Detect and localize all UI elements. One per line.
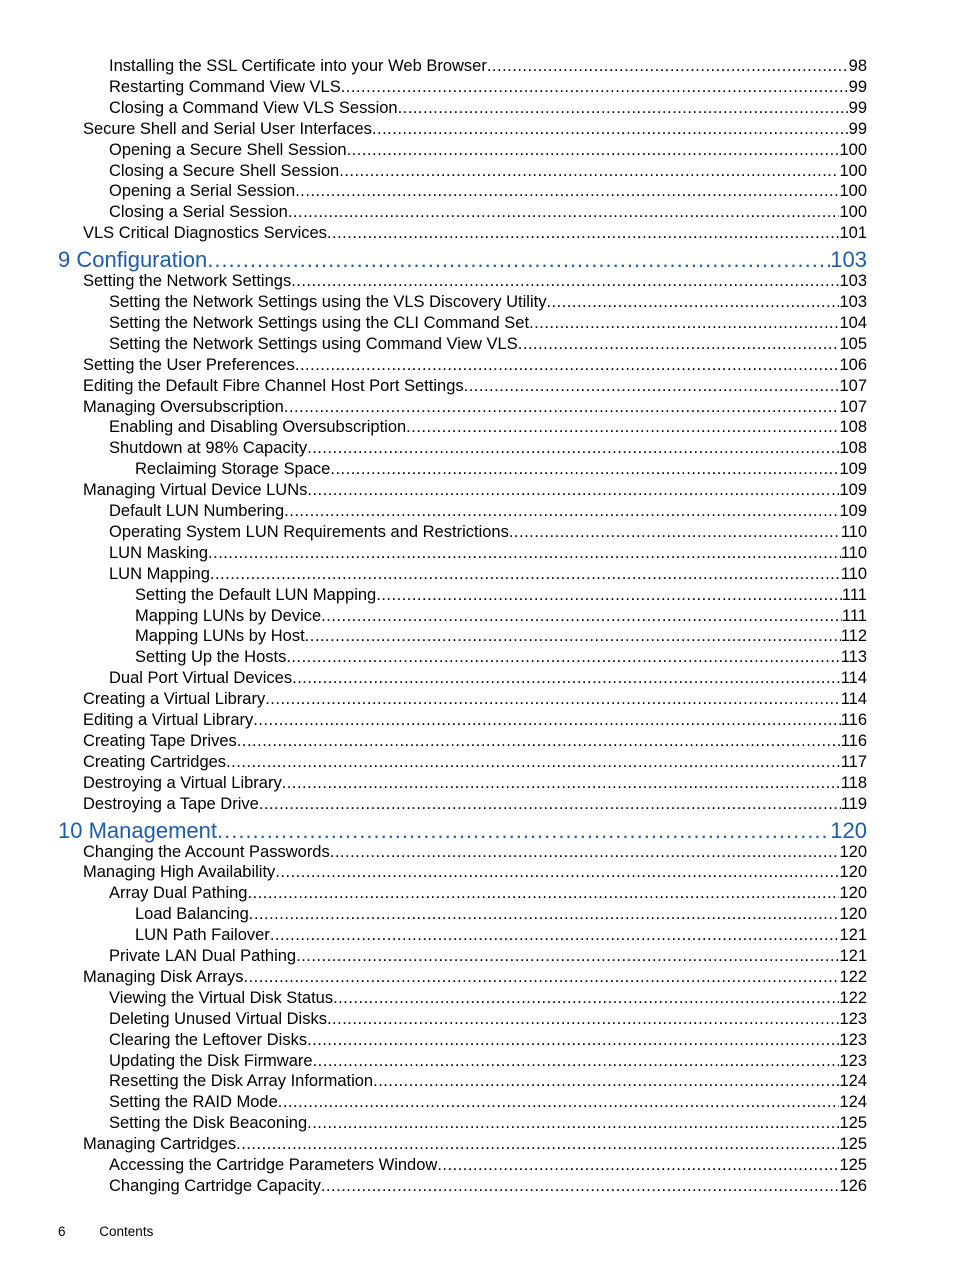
toc-entry-page-number: 100	[839, 161, 867, 180]
toc-entry[interactable]	[135, 925, 867, 945]
toc-leader-dots	[296, 946, 839, 966]
toc-entry-page-number: 122	[839, 967, 867, 986]
toc-leader-dots	[291, 271, 839, 291]
toc-entry[interactable]	[83, 773, 867, 793]
toc-chapter-entry[interactable]	[58, 247, 867, 273]
toc-entry-title: Resetting the Disk Array Information	[109, 1072, 374, 1091]
page-footer	[58, 1223, 183, 1241]
toc-entry-title: Restarting Command View VLS	[109, 77, 341, 96]
toc-entry[interactable]	[109, 946, 867, 966]
toc-entry-title: Setting the Network Settings	[83, 272, 292, 291]
toc-leader-dots	[243, 967, 839, 987]
toc-entry[interactable]	[83, 223, 867, 243]
toc-entry-page-number: 110	[840, 522, 867, 541]
toc-entry[interactable]	[109, 1092, 867, 1112]
toc-entry-title: Setting the Network Settings using the VLS Discovery Utility	[109, 293, 547, 311]
toc-entry[interactable]	[109, 161, 867, 181]
toc-entry-page-number: 123	[839, 1030, 867, 1049]
toc-entry-title: Load Balancing	[135, 905, 249, 924]
toc-entry-title: Setting the Disk Beaconing	[109, 1114, 308, 1133]
toc-entry-title: Shutdown at 98% Capacity	[109, 439, 308, 458]
toc-entry-title: Viewing the Virtual Disk Status	[109, 988, 334, 1007]
toc-leader-dots	[210, 564, 841, 584]
footer-section-label: Contents	[99, 1224, 154, 1239]
toc-entry[interactable]	[109, 1113, 867, 1133]
toc-entry[interactable]	[109, 202, 867, 222]
toc-entry-title: Creating Tape Drives	[83, 731, 237, 750]
toc-entry-title: Closing a Serial Session	[109, 203, 288, 222]
toc-entry-page-number: 121	[839, 926, 867, 945]
toc-entry-title: Destroying a Virtual Library	[83, 773, 282, 792]
toc-entry[interactable]	[109, 543, 867, 563]
toc-entry-page-number: 106	[839, 355, 867, 374]
toc-leader-dots	[278, 1092, 840, 1112]
toc-entry-page-number: 107	[839, 376, 867, 395]
toc-leader-dots	[307, 438, 839, 458]
toc-entry-page-number: 125	[839, 1156, 867, 1174]
toc-entry-title: Setting the Default LUN Mapping	[135, 585, 377, 604]
toc-leader-dots	[529, 313, 839, 333]
toc-entry-title: Deleting Unused Virtual Disks	[109, 1009, 327, 1028]
toc-entry[interactable]	[109, 883, 867, 903]
toc-entry-page-number: 124	[839, 1072, 867, 1091]
toc-entry-title: Updating the Disk Firmware	[109, 1051, 313, 1070]
toc-entry-page-number: 103	[839, 293, 867, 311]
toc-entry-title: Changing Cartridge Capacity	[109, 1176, 321, 1195]
toc-leader-dots	[270, 925, 840, 945]
footer-page-number: 6	[58, 1224, 66, 1239]
toc-entry-page-number: 119	[840, 794, 867, 813]
toc-entry[interactable]	[83, 376, 867, 396]
toc-entry-page-number: 99	[848, 77, 867, 96]
toc-entry-title: LUN Path Failover	[135, 926, 270, 945]
toc-entry[interactable]	[83, 752, 867, 772]
toc-entry[interactable]	[135, 606, 867, 626]
toc-leader-dots	[347, 140, 840, 160]
toc-leader-dots	[398, 98, 849, 118]
toc-leader-dots	[217, 818, 830, 844]
toc-leader-dots	[292, 668, 841, 688]
toc-entry-title: Accessing the Cartridge Parameters Window	[109, 1156, 438, 1174]
toc-leader-dots	[321, 606, 842, 626]
toc-entry[interactable]	[109, 292, 867, 312]
toc-leader-dots	[406, 417, 839, 437]
toc-entry-title: Default LUN Numbering	[109, 502, 285, 520]
toc-entry[interactable]	[109, 438, 867, 458]
toc-entry-title: Setting the User Preferences	[83, 355, 295, 374]
toc-entry[interactable]	[135, 647, 867, 667]
toc-entry-title: Opening a Serial Session	[109, 182, 296, 201]
toc-entry-page-number: 113	[840, 648, 867, 667]
toc-leader-dots	[284, 397, 840, 417]
toc-entry-page-number: 99	[848, 98, 867, 117]
toc-entry[interactable]	[109, 1176, 867, 1196]
toc-leader-dots	[236, 1134, 839, 1154]
toc-entry-title: Setting Up the Hosts	[135, 648, 287, 667]
toc-entry-title: Mapping LUNs by Host	[135, 627, 305, 646]
toc-leader-dots	[330, 842, 840, 862]
toc-entry[interactable]	[109, 98, 867, 118]
toc-entry-page-number: 120	[830, 817, 867, 843]
toc-entry-page-number: 125	[839, 1114, 867, 1133]
toc-entry-title: Setting the Network Settings using the CLI Command Set	[109, 313, 530, 332]
toc-entry-page-number: 123	[839, 1051, 867, 1070]
toc-leader-dots	[282, 773, 841, 793]
toc-leader-dots	[284, 501, 839, 521]
toc-entry[interactable]	[109, 1155, 867, 1175]
toc-entry[interactable]	[83, 731, 867, 751]
toc-entry[interactable]	[109, 988, 867, 1008]
toc-entry[interactable]	[83, 355, 867, 375]
toc-entry[interactable]	[83, 710, 867, 730]
toc-leader-dots	[487, 56, 849, 76]
toc-leader-dots	[509, 522, 841, 542]
toc-entry-title: LUN Mapping	[109, 564, 210, 583]
toc-entry[interactable]	[83, 271, 867, 291]
toc-entry[interactable]	[135, 626, 867, 646]
toc-entry-page-number: 109	[839, 460, 867, 479]
toc-entry-page-number: 116	[840, 731, 867, 750]
toc-entry-page-number: 98	[848, 57, 867, 75]
toc-entry[interactable]	[83, 1134, 867, 1154]
toc-entry-page-number: 111	[841, 606, 867, 625]
toc-entry[interactable]	[135, 585, 867, 605]
toc-leader-dots	[237, 731, 841, 751]
toc-entry-page-number: 125	[839, 1135, 867, 1154]
toc-entry-title: Managing High Availability	[83, 863, 276, 882]
toc-entry-page-number: 121	[839, 947, 867, 965]
toc-entry-title: Enabling and Disabling Oversubscription	[109, 418, 407, 437]
toc-entry-title: Reclaiming Storage Space	[135, 460, 331, 479]
toc-leader-dots	[248, 883, 840, 903]
toc-entry[interactable]	[83, 842, 867, 862]
toc-entry[interactable]	[83, 689, 867, 709]
toc-leader-dots	[339, 161, 839, 181]
toc-entry[interactable]	[109, 522, 867, 542]
toc-entry[interactable]	[109, 1009, 867, 1029]
toc-leader-dots	[226, 752, 841, 772]
toc-entry[interactable]	[83, 862, 867, 882]
toc-entry-page-number: 117	[840, 752, 867, 771]
toc-entry-page-number: 103	[830, 247, 867, 273]
toc-entry-title: Creating Cartridges	[83, 752, 227, 771]
toc-entry-title: Closing a Command View VLS Session	[109, 98, 398, 117]
toc-entry-page-number: 120	[839, 842, 867, 861]
toc-leader-dots	[464, 376, 840, 396]
toc-leader-dots	[372, 119, 849, 139]
toc-entry[interactable]	[83, 480, 867, 500]
toc-leader-dots	[307, 1030, 839, 1050]
toc-leader-dots	[249, 904, 840, 924]
toc-entry-page-number: 126	[839, 1176, 867, 1195]
toc-entry-title: Managing Disk Arrays	[83, 967, 244, 986]
toc-leader-dots	[327, 1009, 840, 1029]
toc-entry-page-number: 114	[840, 669, 867, 688]
toc-entry-page-number: 124	[839, 1093, 867, 1112]
toc-entry[interactable]	[109, 313, 867, 333]
toc-entry-title: VLS Critical Diagnostics Services	[83, 224, 327, 243]
toc-leader-dots	[321, 1176, 840, 1196]
toc-entry[interactable]	[109, 77, 867, 97]
toc-entry[interactable]	[109, 140, 867, 160]
toc-entry[interactable]	[83, 967, 867, 987]
toc-entry-title: Setting the Network Settings using Command View VLS	[109, 334, 518, 353]
toc-entry-title: Clearing the Leftover Disks	[109, 1030, 308, 1049]
toc-entry-page-number: 111	[841, 585, 867, 604]
toc-entry-page-number: 100	[839, 203, 867, 222]
toc-entry-page-number: 122	[839, 988, 867, 1007]
toc-entry-title: Closing a Secure Shell Session	[109, 161, 340, 180]
toc-leader-dots	[327, 223, 840, 243]
toc-entry-title: 10 Management	[58, 817, 217, 843]
toc-entry[interactable]	[109, 668, 867, 688]
toc-leader-dots	[207, 247, 830, 273]
toc-entry[interactable]	[109, 334, 867, 354]
toc-entry-title: Destroying a Tape Drive	[83, 794, 259, 813]
toc-leader-dots	[437, 1155, 839, 1175]
toc-leader-dots	[275, 862, 839, 882]
toc-leader-dots	[341, 77, 849, 97]
toc-entry[interactable]	[135, 459, 867, 479]
toc-entry-page-number: 100	[839, 140, 867, 159]
toc-entry[interactable]	[83, 397, 867, 417]
toc-entry-page-number: 109	[839, 481, 867, 500]
toc-entry-page-number: 99	[848, 119, 867, 138]
toc-entry-page-number: 110	[840, 564, 867, 583]
toc-leader-dots	[265, 689, 840, 709]
toc-entry-title: Changing the Account Passwords	[83, 842, 330, 861]
toc-entry-title: Secure Shell and Serial User Interfaces	[83, 119, 372, 138]
toc-entry-title: Operating System LUN Requirements and Restrictions	[109, 522, 509, 541]
toc-leader-dots	[288, 202, 840, 222]
toc-entry[interactable]	[109, 417, 867, 437]
toc-entry-page-number: 120	[839, 863, 867, 882]
toc-entry-page-number: 105	[839, 334, 867, 353]
toc-leader-dots	[208, 543, 841, 563]
toc-leader-dots	[305, 626, 841, 646]
toc-entry-title: Editing a Virtual Library	[83, 711, 254, 729]
toc-entry-page-number: 112	[840, 627, 867, 646]
toc-entry-title: Array Dual Pathing	[109, 884, 248, 903]
toc-entry[interactable]	[83, 119, 867, 139]
toc-leader-dots	[518, 334, 840, 354]
toc-entry-title: Editing the Default Fibre Channel Host Port Settings	[83, 376, 464, 395]
toc-leader-dots	[253, 710, 840, 730]
toc-leader-dots	[376, 585, 842, 605]
toc-entry-title: Private LAN Dual Pathing	[109, 947, 297, 965]
toc-entry-page-number: 118	[840, 773, 867, 792]
toc-entry-page-number: 110	[840, 543, 867, 562]
toc-leader-dots	[259, 794, 841, 814]
toc-entry-page-number: 100	[839, 182, 867, 201]
toc-entry-page-number: 123	[839, 1009, 867, 1028]
toc-entry-title: 9 Configuration	[58, 247, 208, 273]
toc-entry-title: Managing Virtual Device LUNs	[83, 481, 308, 500]
toc-entry-page-number: 114	[840, 690, 867, 709]
toc-entry-title: Creating a Virtual Library	[83, 690, 266, 709]
toc-entry[interactable]	[109, 501, 867, 521]
toc-entry-page-number: 108	[839, 439, 867, 458]
toc-entry[interactable]	[83, 794, 867, 814]
toc-entry-title: Managing Oversubscription	[83, 397, 284, 416]
toc-entry-page-number: 101	[839, 224, 867, 243]
toc-entry-page-number: 103	[839, 272, 867, 291]
toc-entry[interactable]	[109, 181, 867, 201]
toc-entry-title: Installing the SSL Certificate into your Web Browser	[109, 57, 487, 75]
toc-entry[interactable]	[109, 56, 867, 76]
toc-entry[interactable]	[109, 1051, 867, 1071]
toc-entry-title: Setting the RAID Mode	[109, 1093, 278, 1112]
toc-entry-page-number: 120	[839, 905, 867, 924]
toc-entry[interactable]	[135, 904, 867, 924]
toc-entry-page-number: 108	[839, 418, 867, 437]
toc-entry-page-number: 120	[839, 884, 867, 903]
toc-entry-title: Dual Port Virtual Devices	[109, 669, 293, 688]
toc-leader-dots	[286, 647, 840, 667]
toc-entry-title: LUN Masking	[109, 543, 209, 562]
toc-entry[interactable]	[109, 1030, 867, 1050]
toc-entry-page-number: 104	[839, 313, 867, 332]
toc-entry[interactable]	[109, 1071, 867, 1091]
toc-leader-dots	[546, 292, 839, 312]
toc-leader-dots	[295, 355, 840, 375]
toc-leader-dots	[307, 1113, 839, 1133]
toc-entry[interactable]	[109, 564, 867, 584]
toc-entry-title: Opening a Secure Shell Session	[109, 140, 347, 159]
toc-entry-page-number: 116	[840, 711, 867, 729]
toc-leader-dots	[333, 988, 839, 1008]
toc-leader-dots	[373, 1071, 839, 1091]
toc-entry-title: Managing Cartridges	[83, 1135, 237, 1154]
toc-leader-dots	[330, 459, 839, 479]
toc-chapter-entry[interactable]	[58, 818, 867, 844]
toc-entry-page-number: 107	[839, 397, 867, 416]
toc-leader-dots	[313, 1051, 840, 1071]
toc-entry-title: Mapping LUNs by Device	[135, 606, 322, 625]
toc-leader-dots	[307, 480, 839, 500]
toc-entry-page-number: 109	[839, 502, 867, 520]
toc-leader-dots	[295, 181, 839, 201]
